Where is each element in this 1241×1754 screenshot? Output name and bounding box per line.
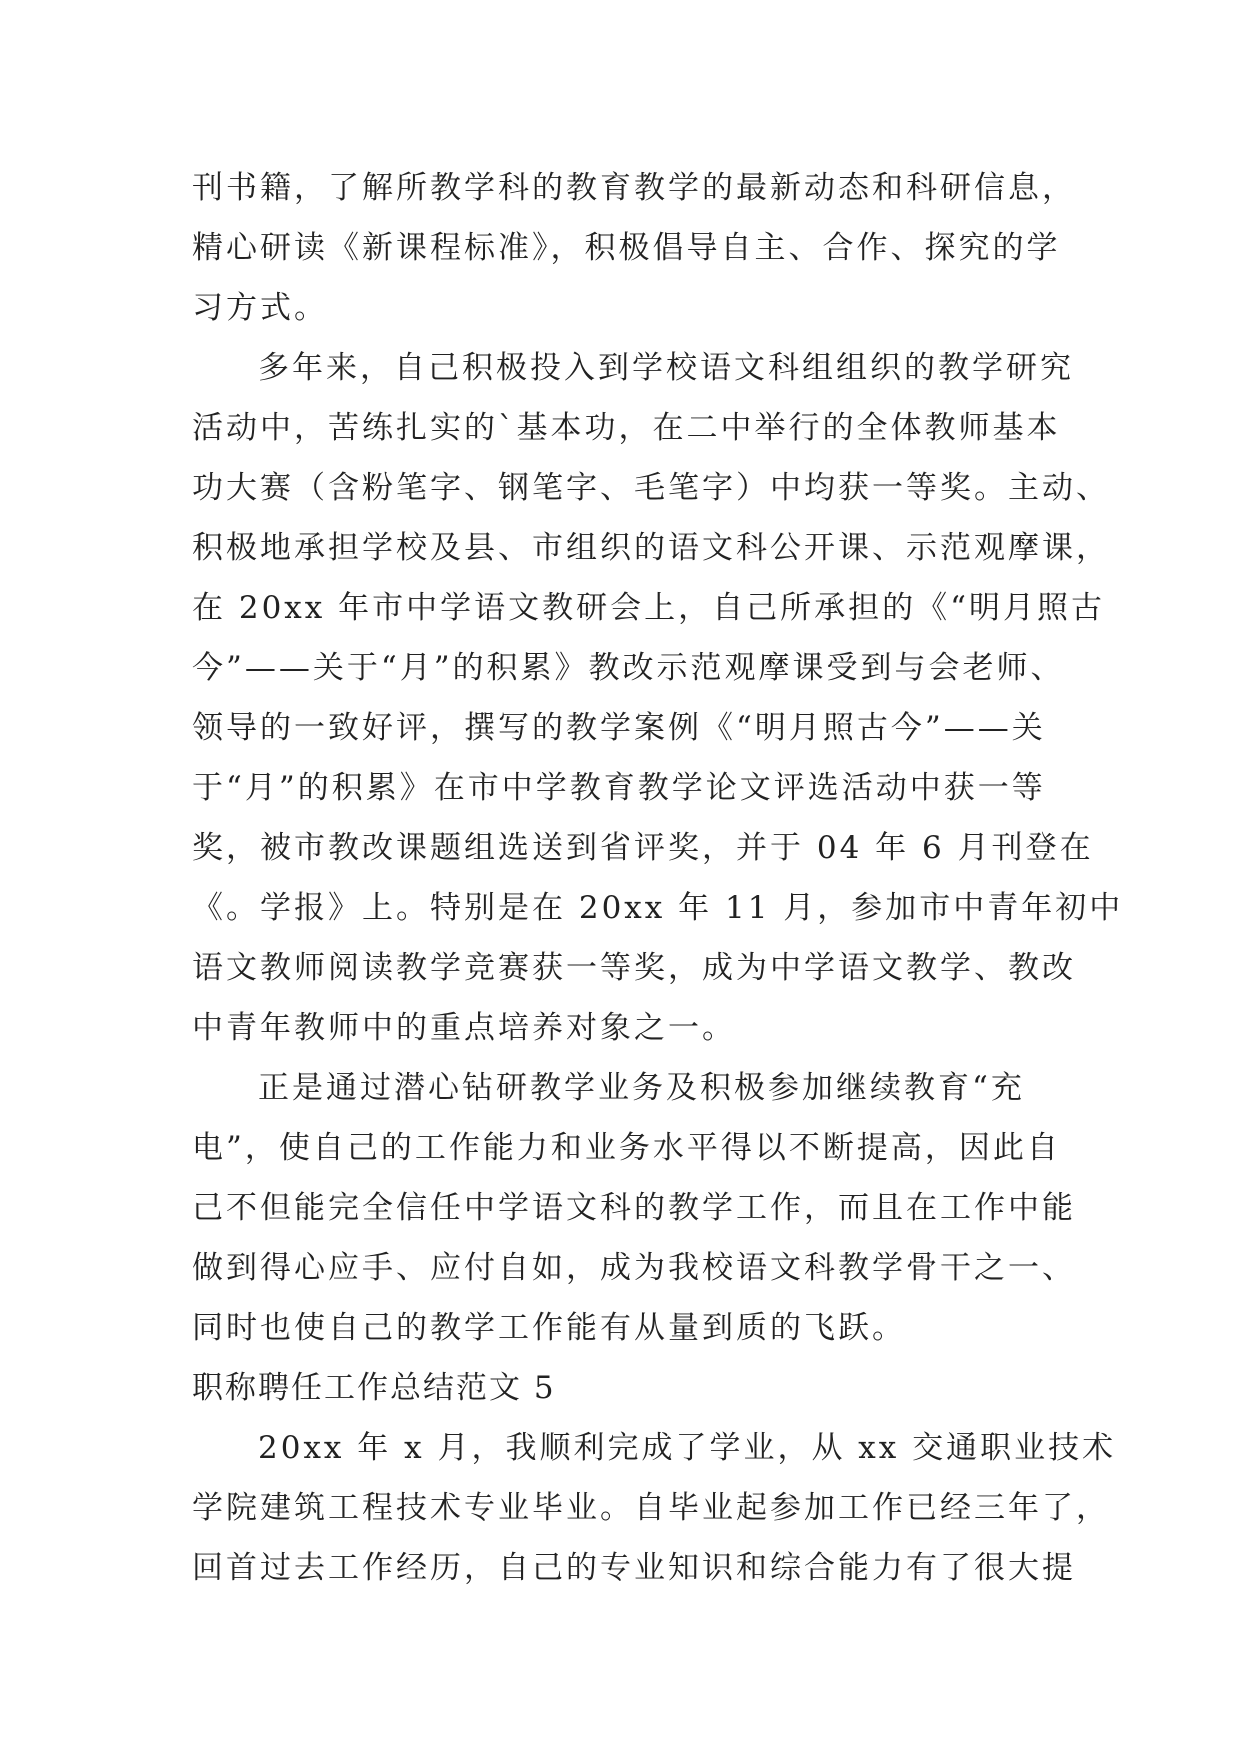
text-line: 做到得心应手、应付自如，成为我校语文科教学骨干之一、 — [192, 1250, 1076, 1286]
paragraph-2 — [192, 338, 1124, 1058]
text-line: 《。学报》上。特别是在 20xx 年 11 月，参加市中青年初中 — [192, 890, 1124, 926]
section-heading: 职称聘任工作总结范文 5 — [192, 1370, 556, 1406]
paragraph-4 — [192, 1418, 1117, 1598]
text-line: 在 20xx 年市中学语文教研会上，自己所承担的《“明月照古 — [192, 590, 1105, 626]
text-line: 中青年教师中的重点培养对象之一。 — [192, 1010, 736, 1046]
text-line: 多年来，自己积极投入到学校语文科组组织的教学研究 — [258, 350, 1074, 386]
text-line: 奖，被市教改课题组选送到省评奖，并于 04 年 6 月刊登在 — [192, 830, 1094, 866]
text-line: 正是通过潜心钻研教学业务及积极参加继续教育“充 — [258, 1070, 1025, 1106]
text-line: 刊书籍，了解所教学科的教育教学的最新动态和科研信息， — [192, 170, 1076, 206]
text-line: 于“月”的积累》在市中学教育教学论文评选活动中获一等 — [192, 770, 1046, 806]
text-line: 回首过去工作经历，自己的专业知识和综合能力有了很大提 — [192, 1550, 1076, 1586]
text-line: 积极地承担学校及县、市组织的语文科公开课、示范观摩课， — [192, 530, 1110, 566]
document-body — [192, 158, 1124, 1598]
text-line: 习方式。 — [192, 290, 328, 326]
text-line: 同时也使自己的教学工作能有从量到质的飞跃。 — [192, 1310, 906, 1346]
text-line: 电”，使自己的工作能力和业务水平得以不断提高，因此自 — [192, 1130, 1061, 1166]
paragraph-3 — [192, 1058, 1076, 1358]
text-line: 语文教师阅读教学竞赛获一等奖，成为中学语文教学、教改 — [192, 950, 1076, 986]
text-line: 己不但能完全信任中学语文科的教学工作，而且在工作中能 — [192, 1190, 1076, 1226]
text-line: 领导的一致好评，撰写的教学案例《“明月照古今”——关 — [192, 710, 1046, 746]
text-line: 精心研读《新课程标准》，积极倡导自主、合作、探究的学 — [192, 230, 1061, 266]
paragraph-1 — [192, 158, 1076, 338]
text-line: 学院建筑工程技术专业毕业。自毕业起参加工作已经三年了， — [192, 1490, 1110, 1526]
text-line: 今”——关于“月”的积累》教改示范观摩课受到与会老师、 — [192, 650, 1065, 686]
text-line: 活动中，苦练扎实的`基本功，在二中举行的全体教师基本 — [192, 410, 1061, 446]
text-line: 20xx 年 x 月，我顺利完成了学业，从 xx 交通职业技术 — [258, 1430, 1117, 1466]
text-line: 功大赛（含粉笔字、钢笔字、毛笔字）中均获一等奖。主动、 — [192, 470, 1110, 506]
